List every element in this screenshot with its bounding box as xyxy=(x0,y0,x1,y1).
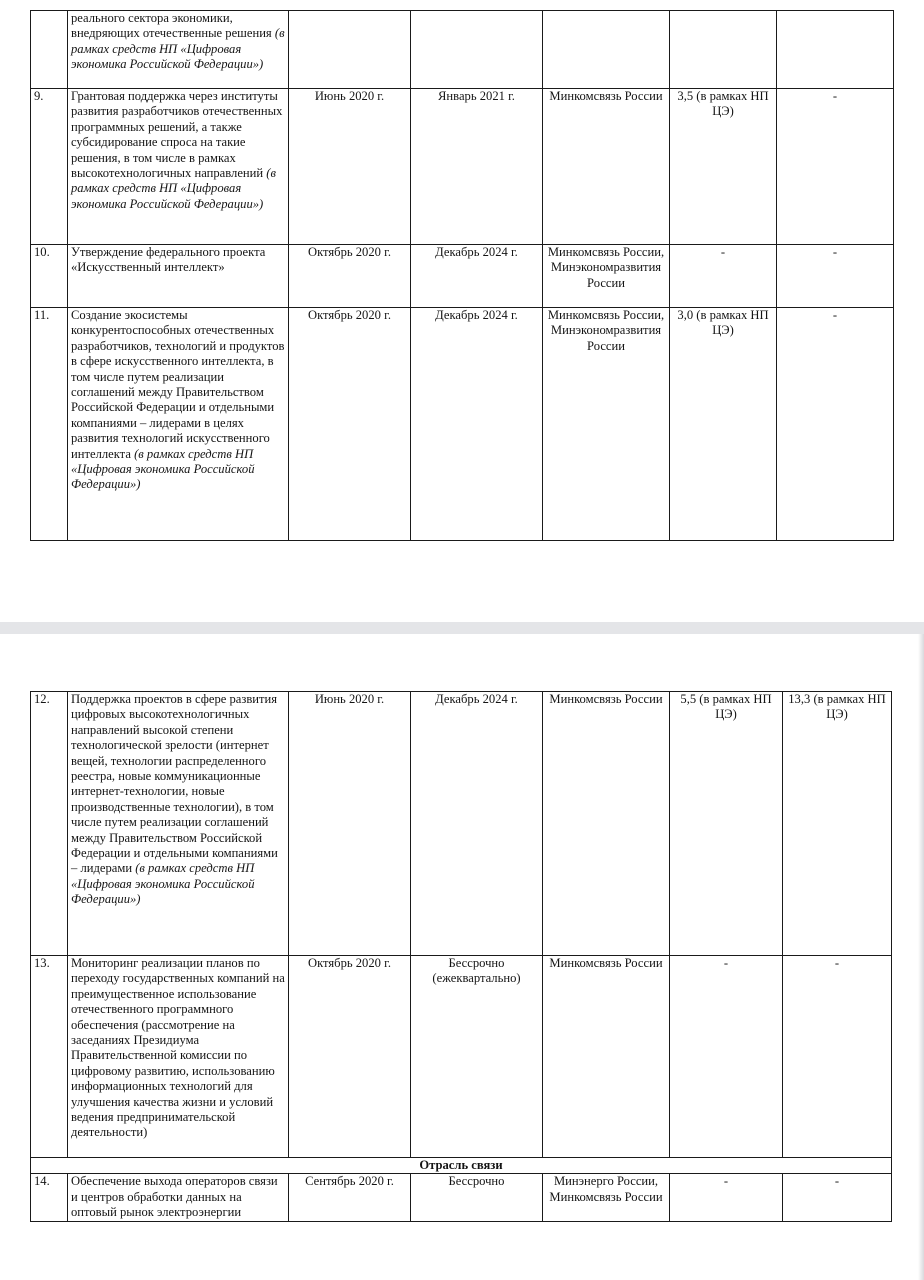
section-row xyxy=(31,1158,892,1174)
measure-name: Мониторинг реализации планов по переходу государственных компаний на преимущественное использование отечественного программного обеспечения (рассмотрение на заседаниях Президиума Правительственной комиссии по цифровому развитию, использованию информационных технологий для улучшения качества жизни и условий ведения предпринимательской деятельности) xyxy=(68,956,289,1158)
document-page-2 xyxy=(0,634,924,1280)
end-date xyxy=(411,11,543,89)
measure-name: Грантовая поддержка через институты развития разработчиков отечественных программных решений, а также субсидирование спроса на такие решения, в том числе в рамках высокотехнологичных направлений (в рамках средств НП «Цифровая экономика Российской Федерации») xyxy=(68,89,289,245)
start-date: Сентябрь 2020 г. xyxy=(289,1174,411,1221)
end-date: Бессрочно xyxy=(411,1174,543,1221)
measure-name: Поддержка проектов в сфере развития цифровых высокотехнологичных направлений высокой степени технологической зрелости (интернет вещей, технологии распределенного реестра, новые коммуникационные интернет-технологии, новые производственные технологии), в том числе путем реализации соглашений между Правительством Российской Федерации и отдельными компаниями – лидерами (в рамках средств НП «Цифровая экономика Российской Федерации») xyxy=(68,692,289,956)
funding-2: - xyxy=(777,89,894,245)
row-number xyxy=(31,11,68,89)
responsible xyxy=(543,11,670,89)
end-date: Декабрь 2024 г. xyxy=(411,692,543,956)
funding-2 xyxy=(777,11,894,89)
funding-2: - xyxy=(783,1174,892,1221)
funding-note: (в рамках средств НП «Цифровая экономика Российской Федерации») xyxy=(71,166,276,211)
table-row xyxy=(31,692,892,956)
table-row xyxy=(31,11,894,89)
responsible: Минкомсвязь России, Минэкономразвития России xyxy=(543,245,670,308)
table-row xyxy=(31,89,894,245)
document-page-1 xyxy=(0,0,924,622)
responsible: Минэнерго России, Минкомсвязь России xyxy=(543,1174,670,1221)
start-date: Июнь 2020 г. xyxy=(289,89,411,245)
row-number: 10. xyxy=(31,245,68,308)
row-number: 14. xyxy=(31,1174,68,1221)
table-row xyxy=(31,245,894,308)
row-number: 13. xyxy=(31,956,68,1158)
table-row xyxy=(31,1174,892,1221)
end-date: Бессрочно (ежеквартально) xyxy=(411,956,543,1158)
funding-1: - xyxy=(670,956,783,1158)
row-number: 12. xyxy=(31,692,68,956)
row-number: 11. xyxy=(31,308,68,541)
measure-name: Создание экосистемы конкурентоспособных отечественных разработчиков, технологий и продуктов в сфере искусственного интеллекта, в том числе путем реализации соглашений между Правительством Российской Федерации и отдельными компаниями – лидерами в целях развития технологий искусственного интеллекта (в рамках средств НП «Цифровая экономика Российской Федерации») xyxy=(68,308,289,541)
funding-1: 5,5 (в рамках НП ЦЭ) xyxy=(670,692,783,956)
end-date: Январь 2021 г. xyxy=(411,89,543,245)
funding-2: - xyxy=(777,245,894,308)
responsible: Минкомсвязь России, Минэкономразвития России xyxy=(543,308,670,541)
funding-1: - xyxy=(670,245,777,308)
measure-name: реального сектора экономики, внедряющих отечественные решения (в рамках средств НП «Цифровая экономика Российской Федерации») xyxy=(68,11,289,89)
end-date: Декабрь 2024 г. xyxy=(411,245,543,308)
start-date xyxy=(289,11,411,89)
row-number: 9. xyxy=(31,89,68,245)
funding-note: (в рамках средств НП «Цифровая экономика Российской Федерации») xyxy=(71,861,255,907)
measure-name: Обеспечение выхода операторов связи и центров обработки данных на оптовый рынок электроэнергии xyxy=(68,1174,289,1221)
responsible: Минкомсвязь России xyxy=(543,956,670,1158)
page-separator xyxy=(0,622,924,634)
funding-2: - xyxy=(777,308,894,541)
funding-2: - xyxy=(783,956,892,1158)
start-date: Октябрь 2020 г. xyxy=(289,956,411,1158)
measures-table-page-1 xyxy=(30,10,894,541)
section-title: Отрасль связи xyxy=(31,1158,892,1174)
measures-table-page-2 xyxy=(30,691,892,1222)
page-edge-shadow xyxy=(918,634,924,1280)
start-date: Июнь 2020 г. xyxy=(289,692,411,956)
responsible: Минкомсвязь России xyxy=(543,89,670,245)
funding-1 xyxy=(670,11,777,89)
funding-1: 3,0 (в рамках НП ЦЭ) xyxy=(670,308,777,541)
table-row xyxy=(31,308,894,541)
start-date: Октябрь 2020 г. xyxy=(289,308,411,541)
funding-note: (в рамках средств НП «Цифровая экономика Российской Федерации») xyxy=(71,26,285,72)
funding-1: - xyxy=(670,1174,783,1221)
start-date: Октябрь 2020 г. xyxy=(289,245,411,308)
end-date: Декабрь 2024 г. xyxy=(411,308,543,541)
funding-note: (в рамках средств НП «Цифровая экономика Российской Федерации») xyxy=(71,446,255,492)
measure-name: Утверждение федерального проекта «Искусственный интеллект» xyxy=(68,245,289,308)
funding-1: 3,5 (в рамках НП ЦЭ) xyxy=(670,89,777,245)
funding-2: 13,3 (в рамках НП ЦЭ) xyxy=(783,692,892,956)
table-row xyxy=(31,956,892,1158)
responsible: Минкомсвязь России xyxy=(543,692,670,956)
